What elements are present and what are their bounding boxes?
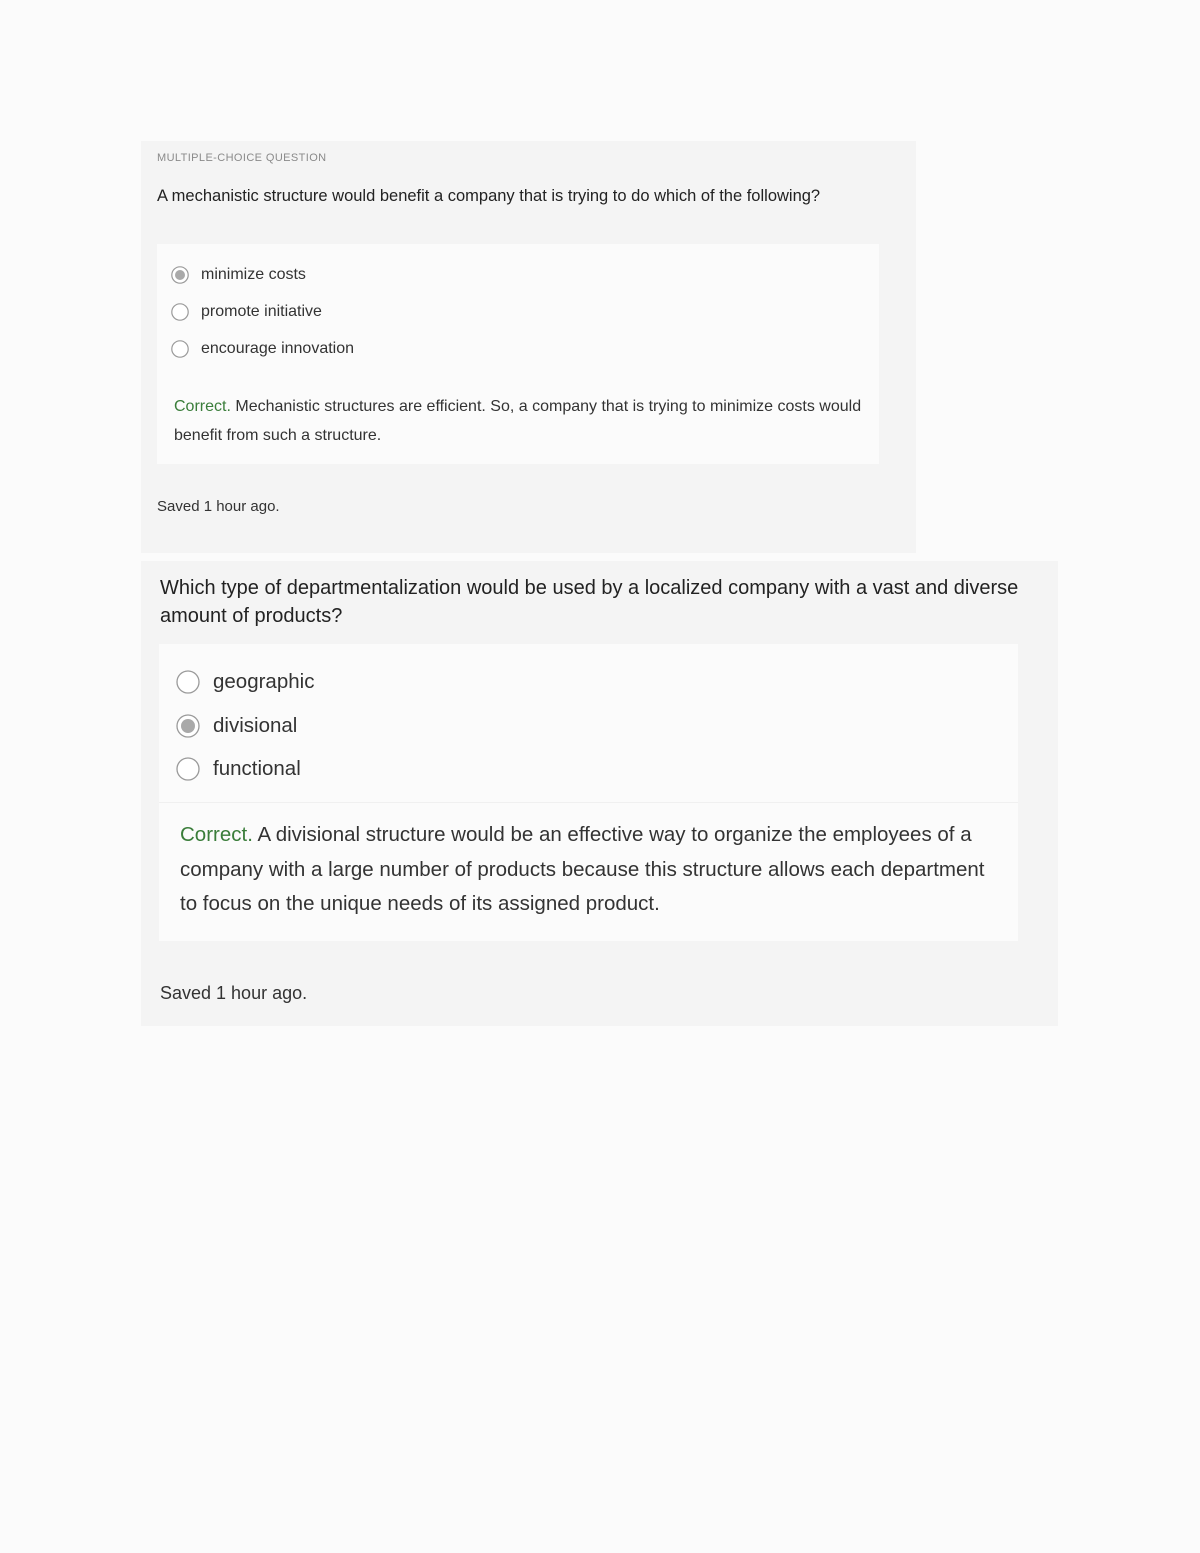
question-text: Which type of departmentalization would be used by a localized company with a vast and diverse amount of products?: [160, 577, 1019, 627]
radio-unselected-icon[interactable]: [171, 303, 189, 321]
answer-label: promote initiative: [201, 303, 322, 320]
feedback-text: Mechanistic structures are efficient. So, a company that is trying to minimize costs would benefit from such a structure.: [174, 398, 862, 444]
answer-option-encourage-innovation[interactable]: [171, 338, 354, 360]
question-card-1: [141, 141, 916, 553]
feedback-text: A divisional structure would be an effective way to organize the employees of a company with a large number of products because this structure allows each department to focus on the unique needs of its assigned product.: [180, 823, 985, 915]
answer-option-divisional[interactable]: [176, 712, 297, 740]
feedback-status: Correct.: [174, 398, 231, 415]
answer-option-promote-initiative[interactable]: [171, 301, 322, 323]
question-text: A mechanistic structure would benefit a company that is trying to do which of the following?: [157, 187, 821, 205]
question-card-2: [141, 561, 1058, 1026]
feedback-status: Correct.: [180, 823, 253, 846]
answer-option-functional[interactable]: [176, 755, 301, 783]
feedback-divider: [159, 802, 1018, 803]
answer-label: functional: [213, 757, 301, 780]
answer-label: divisional: [213, 714, 298, 737]
answer-label: geographic: [213, 670, 315, 693]
radio-unselected-icon[interactable]: [176, 757, 200, 781]
answer-feedback: [174, 392, 874, 450]
radio-unselected-icon[interactable]: [171, 340, 189, 358]
answer-label: minimize costs: [201, 266, 306, 283]
saved-status: Saved 1 hour ago.: [160, 983, 308, 1003]
answer-option-geographic[interactable]: [176, 668, 314, 696]
answer-label: encourage innovation: [201, 340, 355, 357]
radio-unselected-icon[interactable]: [176, 670, 200, 694]
radio-selected-icon[interactable]: [176, 714, 200, 738]
answer-options: [159, 644, 1018, 941]
answer-option-minimize-costs[interactable]: [171, 264, 306, 286]
question-type-label: MULTIPLE-CHOICE QUESTION: [157, 152, 327, 164]
answer-options: [157, 244, 879, 464]
radio-selected-icon[interactable]: [171, 266, 189, 284]
saved-status: Saved 1 hour ago.: [157, 498, 280, 515]
answer-feedback: [180, 818, 1000, 922]
